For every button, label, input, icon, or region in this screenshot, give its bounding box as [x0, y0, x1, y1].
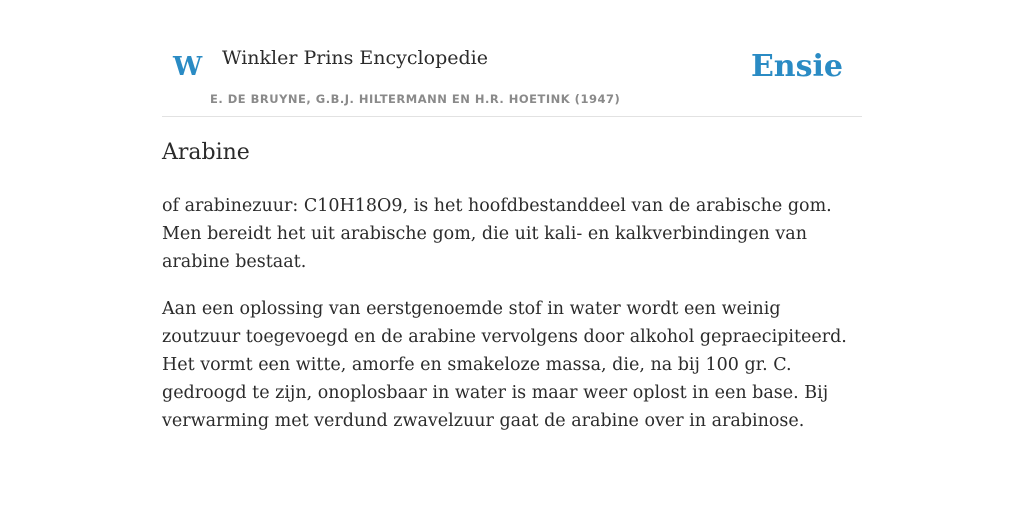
book-authors: E. DE BRUYNE, G.B.J. HILTERMANN EN H.R. HOETINK (1947) — [210, 92, 621, 106]
ensie-logo-link[interactable]: Ensie — [750, 49, 843, 84]
article-paragraph: Aan een oplossing van eerstgenoemde stof in water wordt een weinig zoutzuur toegevoegd en de arabine vervolgens door alkohol gepraecipiteerd. Het vormt een witte, amorfe en smakeloze massa, die, na bij 100 gr. C. gedroogd te zijn, onoplosbaar in water is maar weer oplost in een base. Bij verwarming met verdund zwavelzuur gaat de arabine over in arabinose. — [162, 299, 847, 431]
book-title[interactable]: Winkler Prins Encyclopedie — [222, 47, 488, 69]
book-logo-icon[interactable]: W — [173, 52, 203, 82]
header — [162, 40, 862, 117]
article-paragraph: of arabinezuur: C10H18O9, is het hoofdbestanddeel van de arabische gom. Men bereidt het uit arabische gom, die uit kali- en kalkverbindingen van arabine bestaat. — [162, 196, 832, 272]
article-body — [162, 192, 862, 454]
article-title: Arabine — [162, 140, 250, 165]
